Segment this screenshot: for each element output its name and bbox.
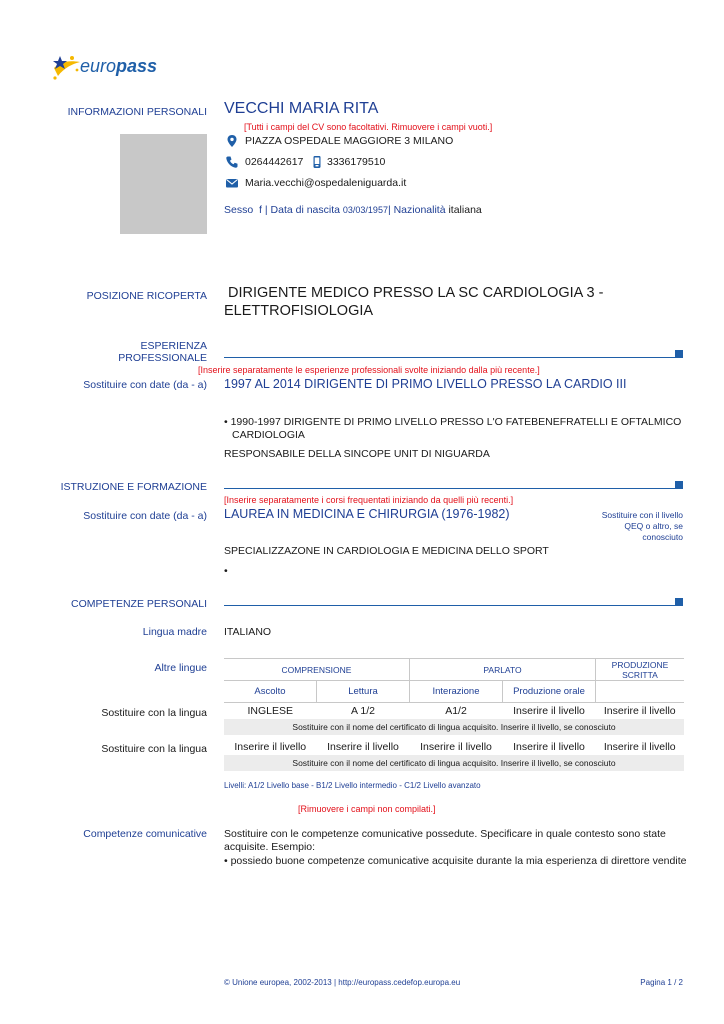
lang-2-certificate: Sostituire con il nome del certificato di lingua acquisito. Inserire il livello, se conosciuto <box>292 757 616 768</box>
mother-tongue-value: ITALIANO <box>224 626 272 638</box>
education-bullet: • <box>224 565 228 577</box>
education-specialization: SPECIALIZZAZONE IN CARDIOLOGIA E MEDICINA DELLO SPORT <box>224 545 549 557</box>
lang-1-certificate: Sostituire con il nome del certificato di lingua acquisito. Inserire il livello, se conosciuto <box>292 721 616 732</box>
lang-1-interazione: A1/2 <box>445 704 467 717</box>
header-comprensione: COMPRENSIONE <box>224 659 410 681</box>
email-icon <box>225 176 239 190</box>
lang-2-name: Inserire il livello <box>234 740 307 753</box>
education-title: LAUREA IN MEDICINA E CHIRURGIA (1976-1982) <box>224 507 510 521</box>
communication-skills-line2: acquisite. Esempio: <box>224 841 316 853</box>
language-table-subheader <box>224 681 684 703</box>
europass-logo <box>50 52 160 84</box>
experience-section-label-line1: ESPERIENZA <box>140 340 207 352</box>
lang-2-label: Sostituire con la lingua <box>101 743 207 755</box>
birth-info-line <box>224 204 482 216</box>
communication-skills-line1: Sostituire con le competenze comunicative possedute. Specificare in quale contesto sono state <box>224 828 666 840</box>
photo-placeholder <box>120 134 207 234</box>
language-cert-row-2 <box>224 755 684 771</box>
education-divider-square <box>675 481 683 489</box>
skills-section-label: COMPETENZE PERSONALI <box>71 598 207 610</box>
mother-tongue-label: Lingua madre <box>142 626 207 638</box>
europass-star-icon <box>50 52 84 82</box>
nascita-value: 03/03/1957 <box>342 205 388 215</box>
subheader-interazione: Interazione <box>410 681 503 703</box>
subheader-empty <box>596 681 685 703</box>
subheader-produzione-orale: Produzione orale <box>503 681 596 703</box>
experience-date-label: Sostituire con date (da - a) <box>83 379 207 391</box>
language-levels-note: Livelli: A1/2 Livello base - B1/2 Livello intermedio - C1/2 Livello avanzato <box>224 781 481 790</box>
communication-skills-line3: • possiedo buone competenze comunicative acquisite durante la mia esperienza di direttore vendite <box>224 855 687 867</box>
qeq-level-note <box>602 510 683 543</box>
personal-section-label: INFORMAZIONI PERSONALI <box>67 106 207 118</box>
skills-divider-square <box>675 598 683 606</box>
communication-skills-label: Competenze comunicative <box>83 828 207 840</box>
subheader-lettura: Lettura <box>317 681 410 703</box>
lang-1-orale: Inserire il livello <box>513 704 585 717</box>
lang-1-lettura: A 1/2 <box>351 704 375 717</box>
nazionalita-label: | Nazionalità <box>387 204 446 216</box>
qeq-line3: conosciuto <box>642 532 683 542</box>
lang-1-scritta: Inserire il livello <box>603 704 676 717</box>
language-table-header <box>224 659 684 681</box>
skills-divider <box>224 605 676 606</box>
position-section-label: POSIZIONE RICOPERTA <box>86 290 207 302</box>
language-table <box>224 658 684 771</box>
nascita-label: | Data di nascita <box>264 204 340 216</box>
personal-note: [Tutti i campi del CV sono facoltativi. Rimuovere i campi vuoti.] <box>244 122 493 132</box>
experience-divider-square <box>675 350 683 358</box>
header-parlato: PARLATO <box>410 659 596 681</box>
lang-2-orale: Inserire il livello <box>513 740 585 753</box>
subheader-ascolto: Ascolto <box>224 681 317 703</box>
header-produzione-scritta: PRODUZIONE SCRITTA <box>611 659 669 680</box>
education-divider <box>224 488 676 489</box>
experience-divider <box>224 357 676 358</box>
education-note: [Inserire separatamente i corsi frequentati iniziando da quelli più recenti.] <box>224 495 514 505</box>
email-address[interactable]: Maria.vecchi@ospedaleniguarda.it <box>245 177 407 189</box>
lang-2-lettura: Inserire il livello <box>327 740 399 753</box>
logo-text-prefix: euro <box>80 56 117 76</box>
language-cert-row-1 <box>224 719 684 735</box>
mobile-number: 3336179510 <box>327 156 386 168</box>
nazionalita-value: italiana <box>448 204 482 216</box>
experience-section-label-line2: PROFESSIONALE <box>118 352 207 364</box>
sesso-value: f <box>259 204 262 216</box>
experience-note: [Inserire separatamente le esperienze professionali svolte iniziando dalla più recente.] <box>198 365 540 375</box>
experience-bullet-line2: CARDIOLOGIA <box>232 429 305 441</box>
address-text: PIAZZA OSPEDALE MAGGIORE 3 MILANO <box>245 135 454 147</box>
education-date-label: Sostituire con date (da - a) <box>83 510 207 522</box>
location-pin-icon <box>225 134 239 148</box>
experience-bullet-line1: • 1990-1997 DIRIGENTE DI PRIMO LIVELLO PRESSO L'O FATEBENEFRATELLI E OFTALMICO <box>224 416 682 428</box>
phone-icon <box>225 155 239 169</box>
education-section-label: ISTRUZIONE E FORMAZIONE <box>60 481 207 493</box>
lang-2-scritta: Inserire il livello <box>603 740 676 753</box>
footer-page-number: Pagina 1 / 2 <box>640 978 683 987</box>
sesso-label: Sesso <box>224 204 254 216</box>
phone-number: 0264442617 <box>245 156 304 168</box>
logo-text-suffix: pass <box>116 56 158 76</box>
lang-1-name: INGLESE <box>247 704 294 717</box>
candidate-name: VECCHI MARIA RITA <box>224 100 379 117</box>
remove-fields-note: [Rimuovere i campi non compilati.] <box>298 804 436 814</box>
qeq-line1: Sostituire con il livello <box>601 510 683 520</box>
position-title-line2: ELETTROFISIOLOGIA <box>224 303 374 319</box>
qeq-line2: QEQ o altro, se <box>624 521 683 531</box>
language-row-1 <box>224 703 684 719</box>
lang-2-interazione: Inserire il livello <box>420 740 492 753</box>
lang-1-label: Sostituire con la lingua <box>101 707 207 719</box>
mobile-phone-icon <box>310 155 324 169</box>
experience-title: 1997 AL 2014 DIRIGENTE DI PRIMO LIVELLO PRESSO LA CARDIO III <box>224 377 627 391</box>
language-row-2 <box>224 739 684 755</box>
experience-extra: RESPONSABILE DELLA SINCOPE UNIT DI NIGUARDA <box>224 448 490 460</box>
position-title-line1: DIRIGENTE MEDICO PRESSO LA SC CARDIOLOGIA 3 - <box>228 285 604 301</box>
footer-copyright: © Unione europea, 2002-2013 | http://europass.cedefop.europa.eu <box>224 978 461 987</box>
other-languages-label: Altre lingue <box>154 662 207 674</box>
